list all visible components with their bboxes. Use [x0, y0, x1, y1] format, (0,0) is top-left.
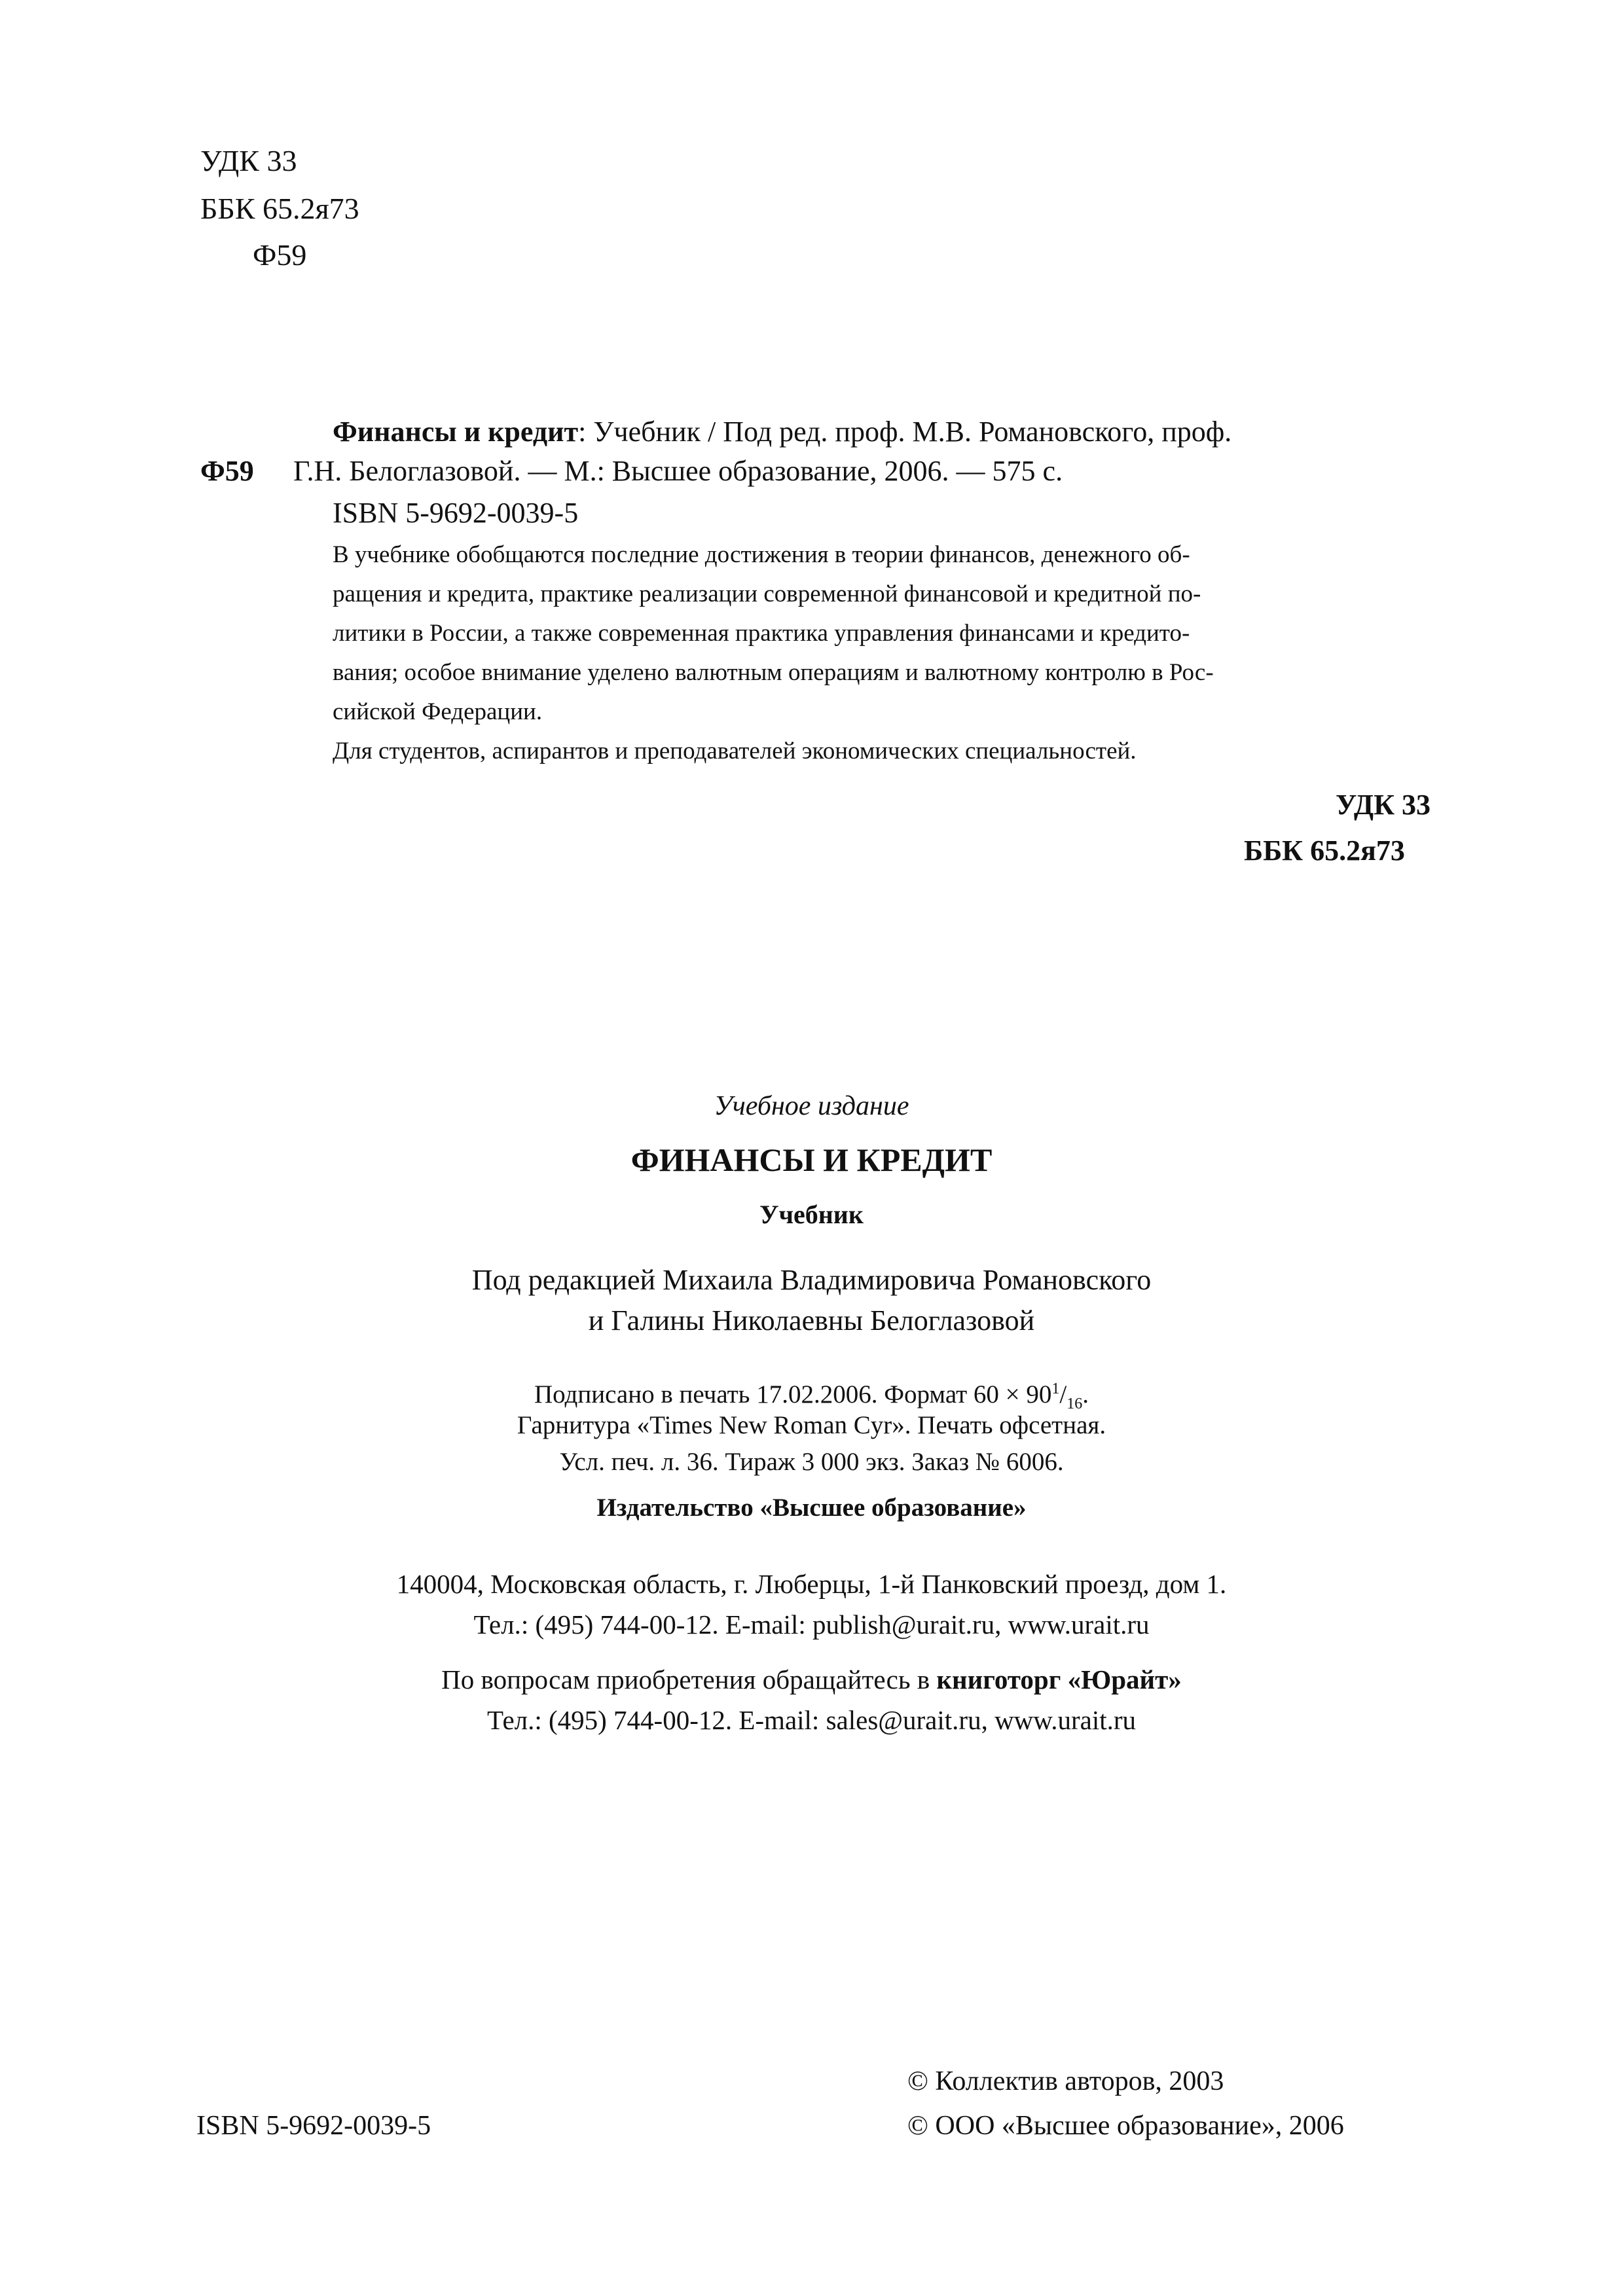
udk-top: УДК 33	[200, 144, 297, 177]
print-line-1: Подписано в печать 17.02.2006. Формат $60 \times 90^1/_{16}$.	[534, 1380, 1089, 1412]
bbk-top: ББК 65.2я73	[200, 192, 359, 225]
print-line-3: Усл. печ. л. 36. Тираж 3 000 экз. Заказ № 6006.	[559, 1448, 1064, 1476]
sales-contact: Тел.: (495) 744-00-12. E-mail: sales@urait.ru, www.urait.ru	[486, 1705, 1137, 1735]
bbk-right: ББК 65.2я73	[1244, 834, 1405, 867]
annotation-line-2: ращения и кредита, практике реализации современной финансовой и кредитной по-	[333, 581, 1201, 607]
bib-isbn: ISBN 5-9692-0039-5	[333, 497, 579, 529]
copyright-authors: © Коллектив авторов, 2003	[907, 2066, 1224, 2096]
purchase-bookseller: книготорг «Юрайт»	[936, 1664, 1182, 1695]
print-line1-end: .	[1082, 1380, 1089, 1408]
format-sub: 16	[1067, 1395, 1083, 1412]
bib-line1-rest: : Учебник / Под ред. проф. М.В. Романовского, проф.	[578, 416, 1232, 448]
bib-line1	[333, 411, 1231, 453]
imprint-title: ФИНАНСЫ И КРЕДИТ	[630, 1141, 993, 1178]
author-mark-top: Ф59	[253, 238, 307, 272]
format-sup: 1	[1051, 1380, 1060, 1397]
publisher-name: Издательство «Высшее образование»	[596, 1494, 1027, 1522]
copyright-publisher: © ООО «Высшее образование», 2006	[907, 2111, 1344, 2141]
bib-author-mark: Ф59	[200, 455, 254, 487]
annotation-audience: Для студентов, аспирантов и преподавателей экономических специальностей.	[333, 738, 1137, 764]
annotation-line-5: сийской Федерации.	[333, 698, 543, 725]
publisher-contact: Тел.: (495) 744-00-12. E-mail: publish@urait.ru, www.urait.ru	[473, 1609, 1150, 1640]
edition-type: Учебное издание	[714, 1091, 909, 1121]
footer-isbn: ISBN 5-9692-0039-5	[196, 2111, 431, 2141]
imprint-subtitle: Учебник	[759, 1200, 864, 1229]
annotation-line-1: В учебнике обобщаются последние достижения в теории финансов, денежного об-	[333, 541, 1190, 568]
udk-right: УДК 33	[1336, 789, 1431, 821]
annotation-line-3: литики в России, а также современная практика управления финансами и кредито-	[333, 620, 1190, 647]
purchase-line	[0, 1660, 1623, 1699]
print-signed-format: Подписано в печать 17.02.2006. Формат 60 × 90	[534, 1380, 1052, 1408]
editors-line-2: и Галины Николаевны Белоглазовой	[588, 1304, 1035, 1336]
purchase-text: По вопросам приобретения обращайтесь в	[441, 1664, 937, 1695]
publisher-address: 140004, Московская область, г. Люберцы, 1-й Панковский проезд, дом 1.	[396, 1569, 1227, 1599]
print-line-2: Гарнитура «Times New Roman Cyr». Печать офсетная.	[517, 1411, 1106, 1439]
annotation-line-4: вания; особое внимание уделено валютным операциям и валютному контролю в Рос-	[333, 659, 1214, 686]
bib-title: Финансы и кредит	[333, 416, 579, 448]
editors-line-1: Под редакцией Михаила Владимировича Романовского	[471, 1264, 1152, 1296]
bib-line2: Г.Н. Белоглазовой. — М.: Высшее образование, 2006. — 575 с.	[293, 455, 1063, 487]
